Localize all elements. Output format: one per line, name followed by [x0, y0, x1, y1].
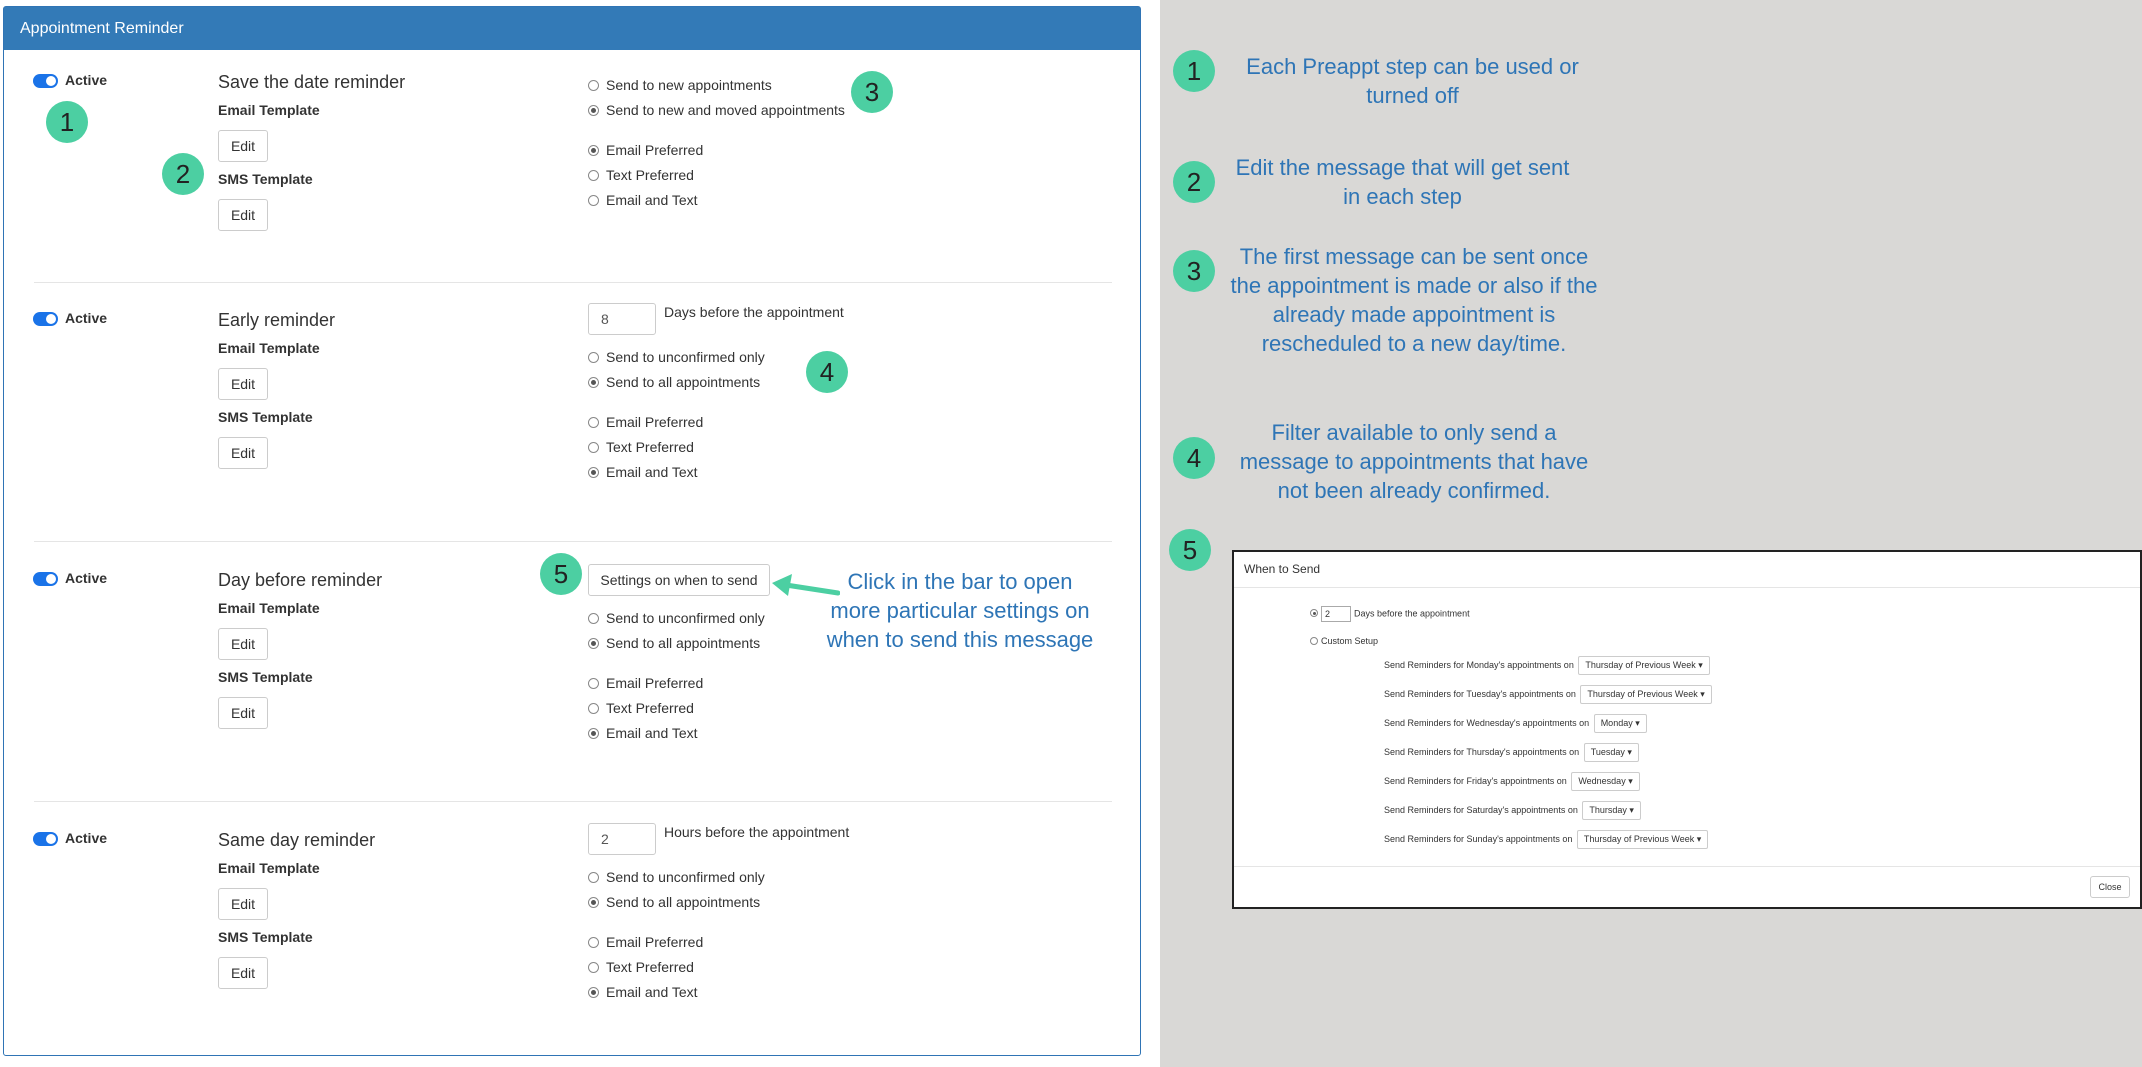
- active-toggle-1[interactable]: [33, 74, 58, 88]
- radio-icon: [588, 703, 599, 714]
- radio-icon: [588, 467, 599, 478]
- step-title-1: Save the date reminder: [218, 72, 406, 92]
- modal-dropdown-sunday[interactable]: Thursday of Previous Week ▾: [1577, 830, 1708, 849]
- radio-icon: [588, 897, 599, 908]
- edit-email-template-button[interactable]: Edit: [218, 628, 268, 660]
- sms-template-label: SMS Template: [218, 929, 313, 945]
- radio-text-preferred[interactable]: Text Preferred: [588, 166, 694, 184]
- radio-icon: [588, 937, 599, 948]
- radio-text-preferred[interactable]: Text Preferred: [588, 438, 694, 456]
- step-badge-3: 3: [851, 71, 893, 113]
- radio-send-unconfirmed[interactable]: Send to unconfirmed only: [588, 868, 765, 886]
- legend-badge-5: 5: [1169, 529, 1211, 571]
- modal-custom-setup-option[interactable]: Custom Setup: [1310, 636, 1378, 646]
- radio-icon: [588, 613, 599, 624]
- edit-email-template-button[interactable]: Edit: [218, 888, 268, 920]
- active-toggle-3[interactable]: [33, 572, 58, 586]
- radio-icon: [588, 417, 599, 428]
- legend-badge-1: 1: [1173, 50, 1215, 92]
- email-template-label: Email Template: [218, 102, 320, 118]
- radio-icon: [588, 678, 599, 689]
- radio-email-preferred[interactable]: Email Preferred: [588, 141, 703, 159]
- radio-send-new-moved[interactable]: Send to new and moved appointments: [588, 101, 845, 119]
- edit-sms-template-button[interactable]: Edit: [218, 199, 268, 231]
- days-before-label: Days before the appointment: [664, 304, 844, 320]
- legend-description-4: Filter available to only send a message to appointments that have not been already confirmed.: [1239, 420, 1589, 503]
- edit-email-template-button[interactable]: Edit: [218, 368, 268, 400]
- radio-email-and-text[interactable]: Email and Text: [588, 191, 698, 209]
- radio-icon: [1310, 637, 1318, 645]
- modal-row-tuesday: Send Reminders for Tuesday's appointments on Thursday of Previous Week ▾: [1384, 685, 1712, 704]
- radio-email-and-text[interactable]: Email and Text: [588, 463, 698, 481]
- active-label: Active: [65, 72, 108, 88]
- email-template-label: Email Template: [218, 600, 320, 616]
- when-to-send-modal: [1232, 550, 2142, 909]
- modal-dropdown-saturday[interactable]: Thursday ▾: [1582, 801, 1641, 820]
- radio-icon: [588, 377, 599, 388]
- step-badge-4: 4: [806, 351, 848, 393]
- radio-icon: [588, 145, 599, 156]
- radio-icon: [588, 442, 599, 453]
- step-title-2: Early reminder: [218, 310, 336, 330]
- radio-send-unconfirmed[interactable]: Send to unconfirmed only: [588, 609, 765, 627]
- radio-send-all[interactable]: Send to all appointments: [588, 373, 760, 391]
- edit-sms-template-button[interactable]: Edit: [218, 437, 268, 469]
- modal-row-sunday: Send Reminders for Sunday's appointments on Thursday of Previous Week ▾: [1384, 830, 1708, 849]
- modal-days-option[interactable]: 2 Days before the appointment: [1310, 606, 1470, 622]
- modal-row-wednesday: Send Reminders for Wednesday's appointments on Monday ▾: [1384, 714, 1647, 733]
- radio-email-preferred[interactable]: Email Preferred: [588, 933, 703, 951]
- legend-badge-3: 3: [1173, 250, 1215, 292]
- modal-row-friday: Send Reminders for Friday's appointments on Wednesday ▾: [1384, 772, 1640, 791]
- modal-dropdown-tuesday[interactable]: Thursday of Previous Week ▾: [1580, 685, 1711, 704]
- step-badge-5: 5: [540, 553, 582, 595]
- modal-row-saturday: Send Reminders for Saturday's appointments on Thursday ▾: [1384, 801, 1641, 820]
- radio-icon: [588, 728, 599, 739]
- modal-footer-divider: [1234, 866, 2140, 867]
- active-label: Active: [65, 310, 108, 326]
- legend-badge-2: 2: [1173, 161, 1215, 203]
- step-divider: [34, 801, 1112, 802]
- settings-on-when-to-send-button[interactable]: Settings on when to send: [588, 564, 770, 596]
- legend-description-1: Each Preappt step can be used or turned off: [1246, 54, 1579, 108]
- email-template-label: Email Template: [218, 340, 320, 356]
- radio-icon: [588, 80, 599, 91]
- radio-icon: [588, 195, 599, 206]
- active-label: Active: [65, 830, 108, 846]
- radio-icon: [588, 872, 599, 883]
- modal-days-input[interactable]: 2: [1321, 606, 1351, 622]
- legend-description-3: The first message can be sent once the appointment is made or also if the already made appointment is rescheduled to a new day/time.: [1230, 244, 1598, 356]
- radio-email-preferred[interactable]: Email Preferred: [588, 413, 703, 431]
- hours-before-input[interactable]: 2: [588, 823, 656, 855]
- radio-icon: [1310, 609, 1318, 617]
- radio-email-and-text[interactable]: Email and Text: [588, 724, 698, 742]
- email-template-label: Email Template: [218, 860, 320, 876]
- radio-icon: [588, 105, 599, 116]
- radio-send-new[interactable]: Send to new appointments: [588, 76, 772, 94]
- edit-sms-template-button[interactable]: Edit: [218, 697, 268, 729]
- radio-text-preferred[interactable]: Text Preferred: [588, 699, 694, 717]
- radio-icon: [588, 962, 599, 973]
- modal-close-button[interactable]: Close: [2090, 876, 2130, 898]
- radio-email-preferred[interactable]: Email Preferred: [588, 674, 703, 692]
- modal-row-thursday: Send Reminders for Thursday's appointments on Tuesday ▾: [1384, 743, 1639, 762]
- sms-template-label: SMS Template: [218, 171, 313, 187]
- step-badge-1: 1: [46, 101, 88, 143]
- edit-sms-template-button[interactable]: Edit: [218, 957, 268, 989]
- radio-icon: [588, 638, 599, 649]
- modal-header-divider: [1234, 587, 2140, 588]
- modal-dropdown-wednesday[interactable]: Monday ▾: [1594, 714, 1647, 733]
- step-title-4: Same day reminder: [218, 830, 376, 850]
- radio-icon: [588, 987, 599, 998]
- step-divider: [34, 282, 1112, 283]
- edit-email-template-button[interactable]: Edit: [218, 130, 268, 162]
- sms-template-label: SMS Template: [218, 409, 313, 425]
- radio-icon: [588, 352, 599, 363]
- modal-row-monday: Send Reminders for Monday's appointments on Thursday of Previous Week ▾: [1384, 656, 1710, 675]
- radio-send-all[interactable]: Send to all appointments: [588, 634, 760, 652]
- modal-dropdown-friday[interactable]: Wednesday ▾: [1571, 772, 1639, 791]
- radio-send-all[interactable]: Send to all appointments: [588, 893, 760, 911]
- active-toggle-4[interactable]: [33, 832, 58, 846]
- panel-title: Appointment Reminder: [4, 7, 1140, 50]
- radio-email-and-text[interactable]: Email and Text: [588, 983, 698, 1001]
- hours-before-label: Hours before the appointment: [664, 824, 850, 840]
- radio-send-unconfirmed[interactable]: Send to unconfirmed only: [588, 348, 765, 366]
- step-divider: [34, 541, 1112, 542]
- settings-annotation: Click in the bar to open more particular settings on when to send this message: [826, 569, 1094, 652]
- active-toggle-2[interactable]: [33, 312, 58, 326]
- modal-title: When to Send: [1244, 562, 1321, 576]
- days-before-input[interactable]: 8: [588, 303, 656, 335]
- modal-dropdown-thursday[interactable]: Tuesday ▾: [1584, 743, 1639, 762]
- radio-icon: [588, 170, 599, 181]
- sms-template-label: SMS Template: [218, 669, 313, 685]
- step-title-3: Day before reminder: [218, 570, 383, 590]
- active-label: Active: [65, 570, 108, 586]
- step-badge-2: 2: [162, 153, 204, 195]
- legend-badge-4: 4: [1173, 437, 1215, 479]
- modal-dropdown-monday[interactable]: Thursday of Previous Week ▾: [1578, 656, 1709, 675]
- legend-description-2: Edit the message that will get sent in each step: [1235, 155, 1570, 209]
- radio-text-preferred[interactable]: Text Preferred: [588, 958, 694, 976]
